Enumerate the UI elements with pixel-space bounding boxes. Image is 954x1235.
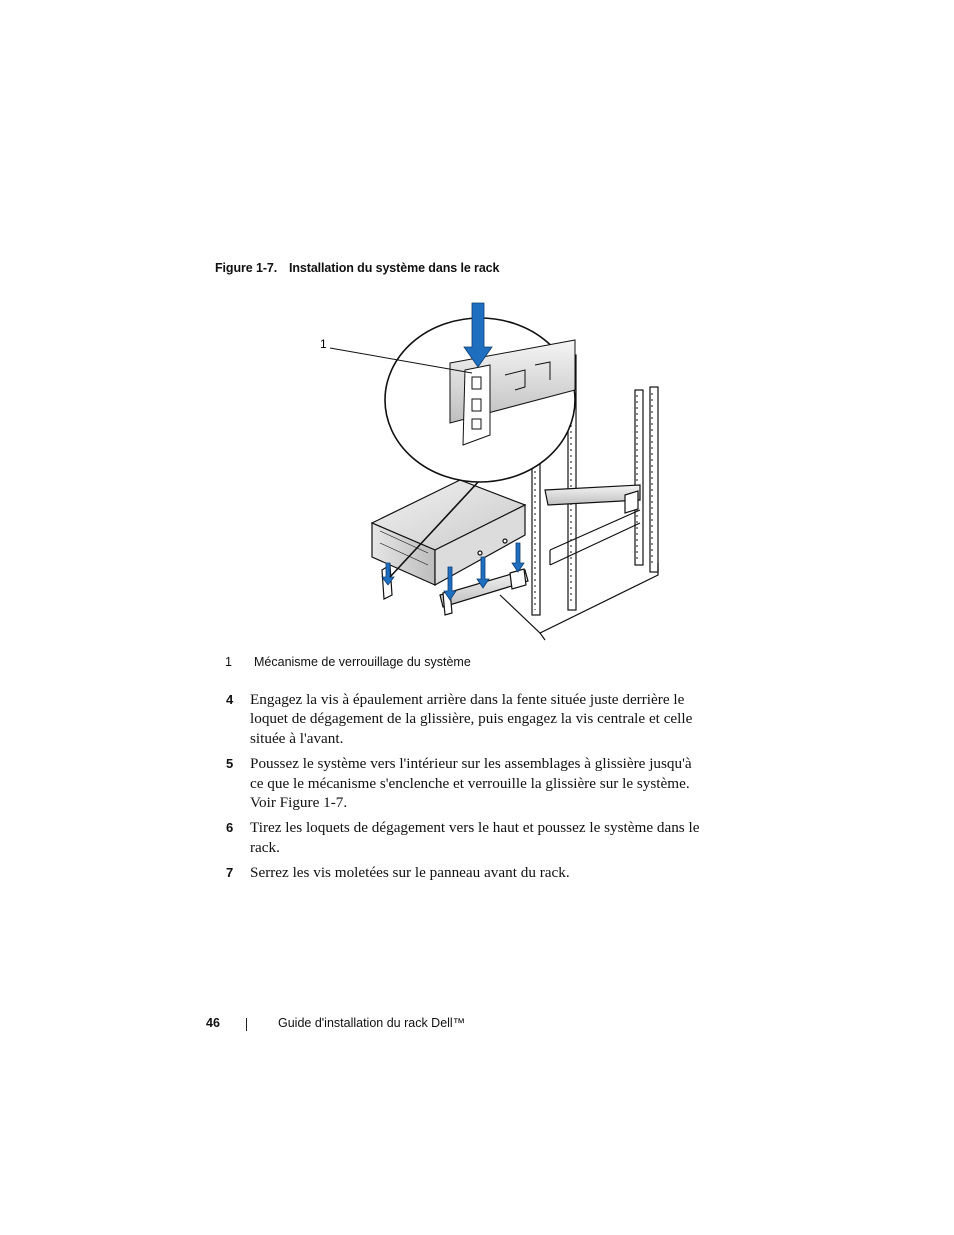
- step-number: 4: [226, 692, 234, 707]
- footer-separator: [246, 1018, 247, 1031]
- figure-number: Figure 1-7.: [215, 261, 278, 275]
- step-text: Engagez la vis à épaulement arrière dans la fente située juste derrière le loquet de dégagement de la glissière, puis engagez la vis centrale et celle située à l'avant.: [250, 691, 693, 747]
- step-number: 6: [226, 820, 234, 836]
- procedure-steps: [226, 690, 706, 889]
- step-text: Poussez le système vers l'intérieur sur les assemblages à glissière jusqu'à ce que le mécanisme s'enclenche et verrouille la glissière sur le système. Voir Figure 1-7.: [250, 755, 692, 812]
- footer-doc-title: Guide d'installation du rack Dell™: [278, 1016, 466, 1030]
- step-text: Tirez les loquets de dégagement vers le haut et poussez le système dans le rack.: [250, 819, 700, 856]
- legend-text: Mécanisme de verrouillage du système: [254, 655, 471, 669]
- figure-legend: [225, 655, 471, 669]
- step-4: [226, 690, 706, 748]
- step-5: [226, 754, 706, 812]
- step-7: [226, 863, 706, 882]
- figure-title: Installation du système dans le rack: [289, 261, 500, 275]
- callout-number: 1: [320, 337, 327, 351]
- step-text: Serrez les vis moletées sur le panneau avant du rack.: [250, 864, 570, 882]
- rack-installation-figure: [300, 295, 680, 650]
- figure-caption: [215, 261, 499, 275]
- step-number: 5: [226, 756, 234, 772]
- page-number: 46: [206, 1016, 220, 1030]
- legend-number: 1: [225, 655, 232, 669]
- step-6: [226, 818, 706, 857]
- rack-illustration: [300, 295, 680, 650]
- step-number: 7: [226, 865, 234, 881]
